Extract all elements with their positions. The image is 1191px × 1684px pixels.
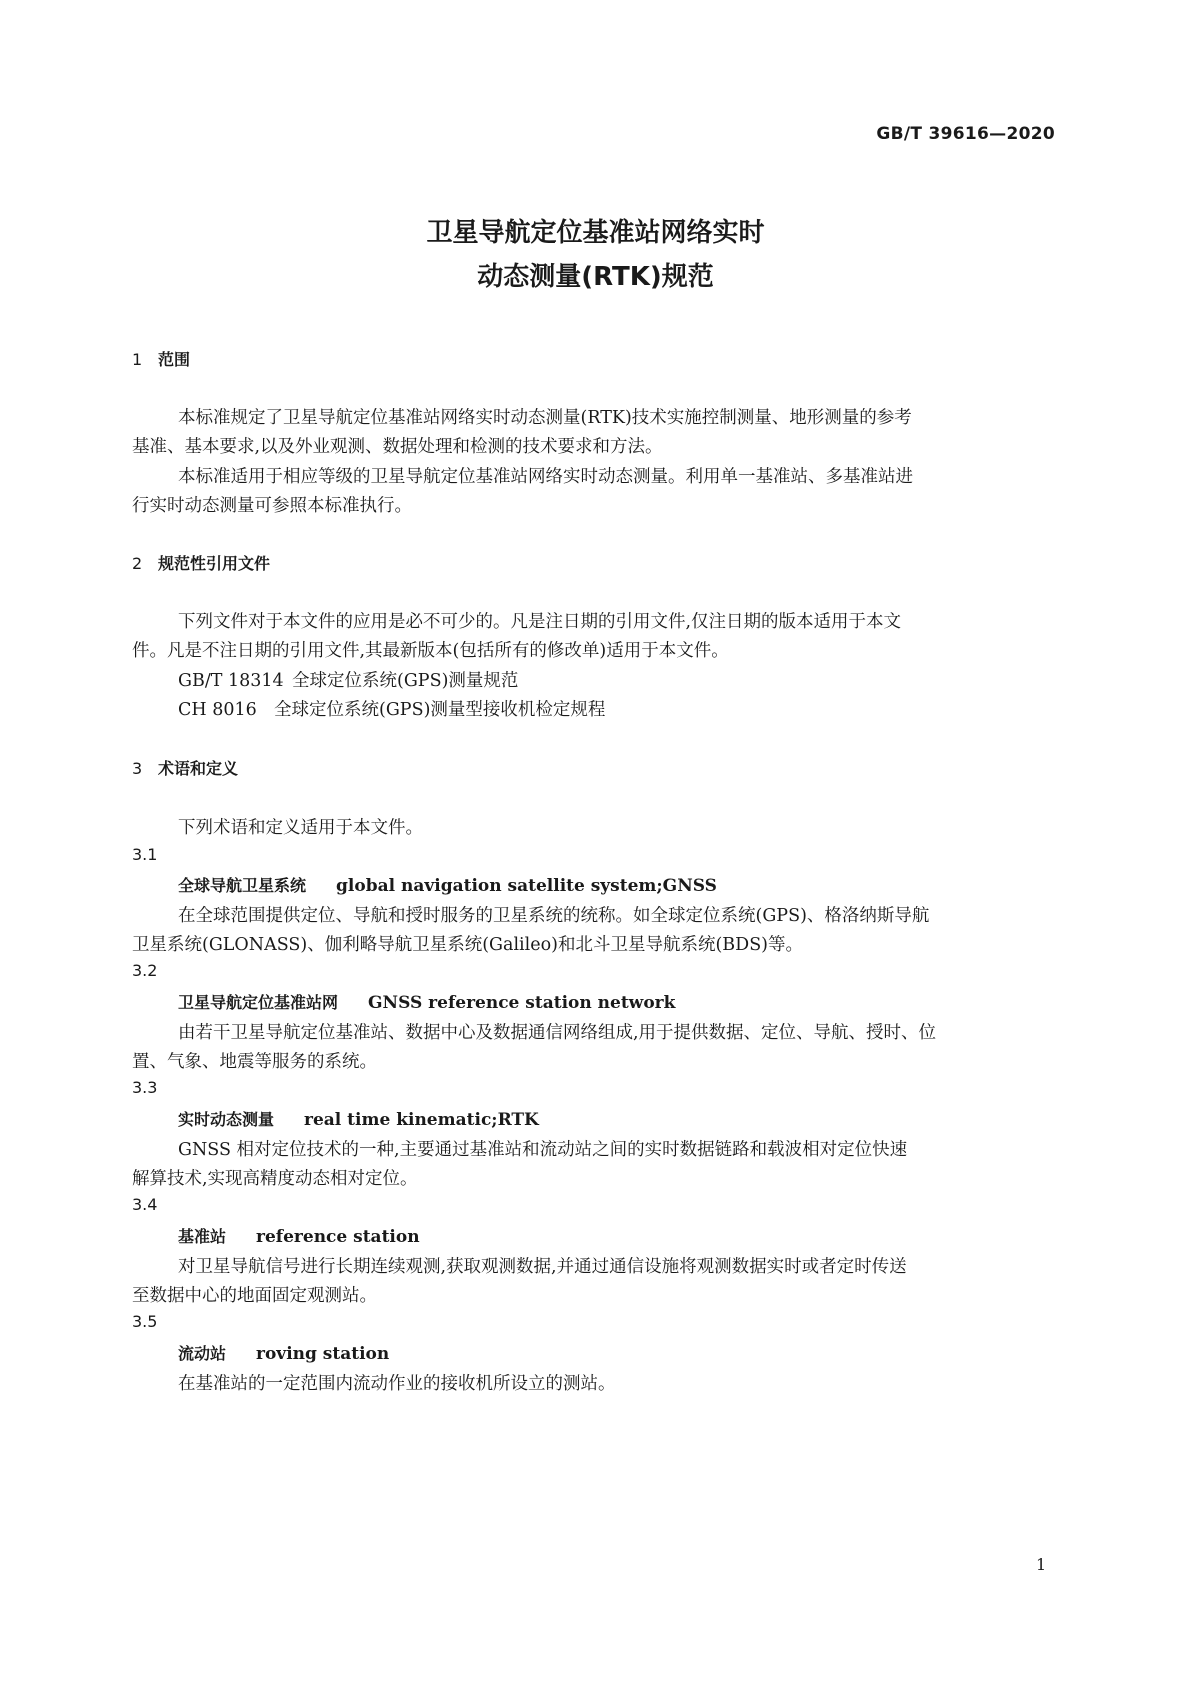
- section-title: 术语和定义: [158, 759, 239, 778]
- paragraph-line: 本标准适用于相应等级的卫星导航定位基准站网络实时动态测量。利用单一基准站、多基准站进: [178, 467, 913, 487]
- section-number: 3: [132, 759, 143, 778]
- term-chinese: 基准站: [178, 1227, 227, 1246]
- document-title-line-1: 卫星导航定位基准站网络实时: [426, 218, 765, 248]
- definition-line: GNSS 相对定位技术的一种,主要通过基准站和流动站之间的实时数据链路和载波相对定位快速: [178, 1140, 908, 1160]
- term-chinese: 全球导航卫星系统: [178, 876, 307, 895]
- term-english: roving station: [256, 1344, 390, 1364]
- term-heading: [178, 1107, 539, 1130]
- term-chinese: 实时动态测量: [178, 1110, 275, 1129]
- term-heading: [178, 1341, 389, 1364]
- normative-reference: [178, 667, 518, 692]
- section-title: 规范性引用文件: [158, 554, 271, 573]
- term-chinese: 卫星导航定位基准站网: [178, 993, 339, 1012]
- paragraph-line: 下列术语和定义适用于本文件。: [178, 818, 423, 838]
- term-number: 3.1: [132, 845, 158, 864]
- term-english: reference station: [256, 1227, 420, 1247]
- section-3-heading: [132, 756, 238, 779]
- reference-title: 全球定位系统(GPS)测量规范: [292, 671, 519, 691]
- definition-line: 在基准站的一定范围内流动作业的接收机所设立的测站。: [178, 1374, 616, 1394]
- definition-line: 卫星系统(GLONASS)、伽利略导航卫星系统(Galileo)和北斗卫星导航系统(BDS)等。: [132, 935, 804, 955]
- term-number: 3.3: [132, 1078, 158, 1097]
- section-2-heading: [132, 551, 270, 574]
- definition-line: 至数据中心的地面固定观测站。: [132, 1286, 377, 1306]
- paragraph-line: 行实时动态测量可参照本标准执行。: [132, 496, 412, 516]
- term-english: GNSS reference station network: [368, 993, 676, 1013]
- standard-number: GB/T 39616—2020: [876, 124, 1055, 144]
- normative-reference: [178, 696, 605, 721]
- term-heading: [178, 990, 675, 1013]
- definition-line: 对卫星导航信号进行长期连续观测,获取观测数据,并通过通信设施将观测数据实时或者定时传送: [178, 1257, 907, 1277]
- definition-line: 在全球范围提供定位、导航和授时服务的卫星系统的统称。如全球定位系统(GPS)、格洛纳斯导航: [178, 906, 930, 926]
- definition-line: 解算技术,实现高精度动态相对定位。: [132, 1169, 418, 1189]
- reference-code: CH 8016: [178, 700, 257, 720]
- term-number: 3.4: [132, 1195, 158, 1214]
- paragraph-line: 本标准规定了卫星导航定位基准站网络实时动态测量(RTK)技术实施控制测量、地形测量的参考: [178, 408, 912, 428]
- section-number: 2: [132, 554, 143, 573]
- term-number: 3.5: [132, 1312, 158, 1331]
- definition-line: 由若干卫星导航定位基准站、数据中心及数据通信网络组成,用于提供数据、定位、导航、授时、位: [178, 1023, 937, 1043]
- reference-code: GB/T 18314: [178, 671, 284, 691]
- page-number: 1: [1036, 1555, 1047, 1574]
- paragraph-line: 基准、基本要求,以及外业观测、数据处理和检测的技术要求和方法。: [132, 437, 663, 457]
- section-title: 范围: [158, 350, 191, 369]
- document-title-line-2: 动态测量(RTK)规范: [477, 262, 714, 292]
- term-chinese: 流动站: [178, 1344, 227, 1363]
- term-english: real time kinematic;RTK: [304, 1110, 539, 1130]
- term-heading: [178, 1224, 420, 1247]
- section-1-heading: [132, 347, 190, 370]
- term-number: 3.2: [132, 961, 158, 980]
- term-english: global navigation satellite system;GNSS: [336, 876, 717, 896]
- definition-line: 置、气象、地震等服务的系统。: [132, 1052, 377, 1072]
- paragraph-line: 下列文件对于本文件的应用是必不可少的。凡是注日期的引用文件,仅注日期的版本适用于本文: [178, 612, 902, 632]
- term-heading: [178, 873, 717, 896]
- reference-title: 全球定位系统(GPS)测量型接收机检定规程: [274, 700, 606, 720]
- paragraph-line: 件。凡是不注日期的引用文件,其最新版本(包括所有的修改单)适用于本文件。: [132, 641, 729, 661]
- section-number: 1: [132, 350, 143, 369]
